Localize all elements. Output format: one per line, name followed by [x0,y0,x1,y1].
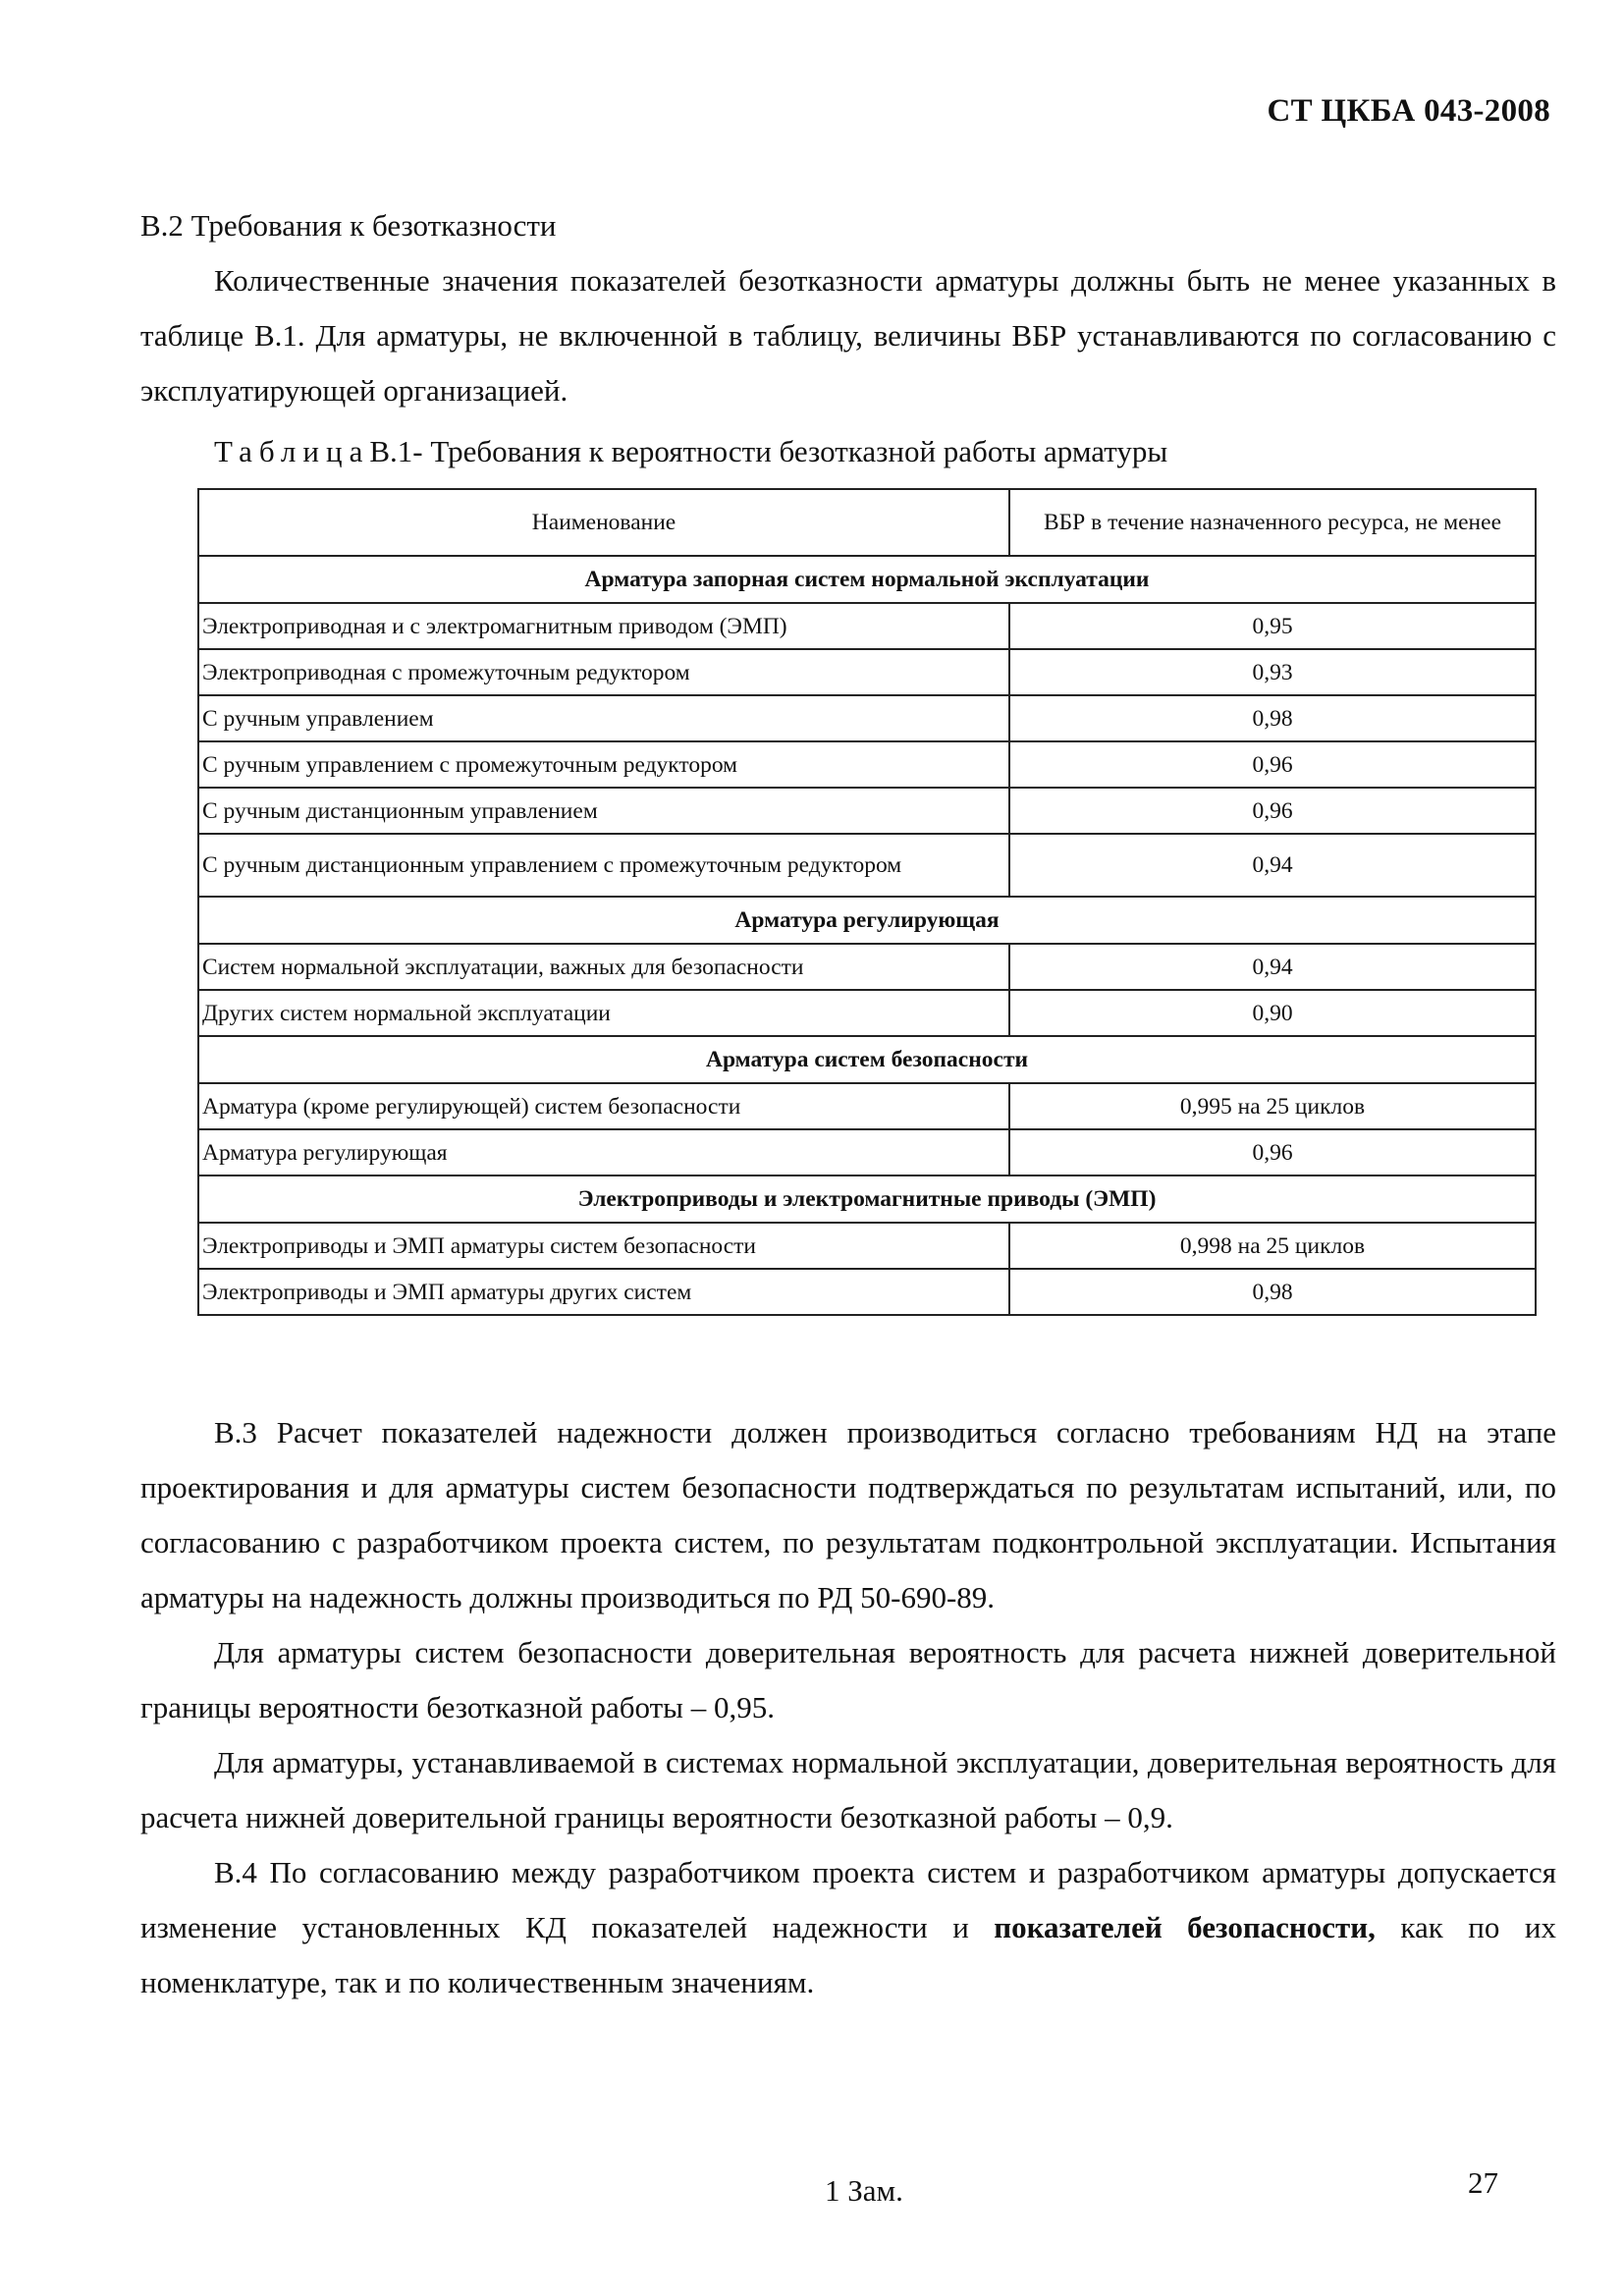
table-row [198,603,1536,649]
row-name: Систем нормальной эксплуатации, важных для безопасности [198,944,1009,990]
paragraph-text: Количественные значения показателей безотказности арматуры должны быть не менее указанных в таблице В.1. Для арматуры, не включенной в таблицу, величины ВБР устанавливаются по согласованию с эксплуатирующей организацией. [140,263,1556,408]
group-title: Электроприводы и электромагнитные приводы (ЭМП) [198,1175,1536,1223]
row-name: С ручным управлением с промежуточным редуктором [198,741,1009,788]
table-group-row [198,1036,1536,1083]
b4-text-after: как по их номенклатуре, так и по количественным значениям. [140,1910,1556,1999]
row-name: Электроприводы и ЭМП арматуры систем безопасности [198,1223,1009,1269]
table-row [198,834,1536,897]
row-value: 0,94 [1009,834,1536,897]
row-name: С ручным управлением [198,695,1009,741]
table-header-row [198,489,1536,556]
table-row [198,1269,1536,1315]
page-number: 27 [1468,2165,1498,2200]
row-name: Арматура регулирующая [198,1129,1009,1175]
row-name: Электроприводная с промежуточным редуктором [198,649,1009,695]
table-group-row [198,556,1536,603]
table-row [198,788,1536,834]
confidence-paragraph-safety: Для арматуры систем безопасности доверительная вероятность для расчета нижней доверительной границы вероятности безотказной работы – 0,95. [140,1635,1556,1724]
table-body [198,556,1536,1315]
table-group-row [198,897,1536,944]
row-value: 0,998 на 25 циклов [1009,1223,1536,1269]
table-row [198,1129,1536,1175]
row-name: С ручным дистанционным управлением [198,788,1009,834]
section-b4-paragraph [140,1845,1556,2010]
row-value: 0,93 [1009,649,1536,695]
row-value: 0,98 [1009,1269,1536,1315]
section-b3-paragraph: В.3 Расчет показателей надежности должен производиться согласно требованиям НД на этапе проектирования и для арматуры систем безопасности подтверждаться по результатам испытаний, или, по согласованию с разработчиком проекта систем, по результатам подконтрольной эксплуатации. Испытания арматуры на надежность должны производиться по РД 50-690-89. [140,1415,1556,1614]
row-value: 0,98 [1009,695,1536,741]
section-b2-title: В.2 Требования к безотказности [140,208,557,243]
confidence-paragraph-normal: Для арматуры, устанавливаемой в системах нормальной эксплуатации, доверительная вероятность для расчета нижней доверительной границы вероятности безотказной работы – 0,9. [140,1745,1556,1834]
row-value: 0,94 [1009,944,1536,990]
section-b2-paragraph [140,253,1556,418]
b4-text-before: В.4 По согласованию между разработчиком проекта систем и разработчиком арматуры допускается изменение установленных КД показателей надежности и [140,1855,1556,1944]
table-row [198,990,1536,1036]
table-caption [214,424,1167,479]
group-title: Арматура систем безопасности [198,1036,1536,1083]
group-title: Арматура запорная систем нормальной эксплуатации [198,556,1536,603]
header-vbr: ВБР в течение назначенного ресурса, не менее [1009,489,1536,556]
row-name: Электроприводы и ЭМП арматуры других систем [198,1269,1009,1315]
table-row [198,1083,1536,1129]
row-value: 0,96 [1009,1129,1536,1175]
table-row [198,741,1536,788]
row-value: 0,995 на 25 циклов [1009,1083,1536,1129]
table-caption-label: Таблица [214,434,370,468]
row-value: 0,96 [1009,788,1536,834]
section-b3-b4 [140,1405,1556,2010]
reliability-table [197,488,1537,1316]
document-code: СТ ЦКБА 043-2008 [1267,93,1550,129]
table-row [198,944,1536,990]
header-name: Наименование [198,489,1009,556]
b4-text-bold: показателей безопасности, [994,1910,1376,1944]
row-value: 0,96 [1009,741,1536,788]
row-name: Арматура (кроме регулирующей) систем безопасности [198,1083,1009,1129]
table-row [198,695,1536,741]
row-name: С ручным дистанционным управлением с промежуточным редуктором [198,834,1009,897]
table-group-row [198,1175,1536,1223]
change-note: 1 Зам. [825,2173,903,2208]
row-name: Других систем нормальной эксплуатации [198,990,1009,1036]
row-value: 0,90 [1009,990,1536,1036]
group-title: Арматура регулирующая [198,897,1536,944]
table-row [198,1223,1536,1269]
table-caption-text: В.1- Требования к вероятности безотказной работы арматуры [369,434,1168,468]
row-value: 0,95 [1009,603,1536,649]
table-row [198,649,1536,695]
row-name: Электроприводная и с электромагнитным приводом (ЭМП) [198,603,1009,649]
